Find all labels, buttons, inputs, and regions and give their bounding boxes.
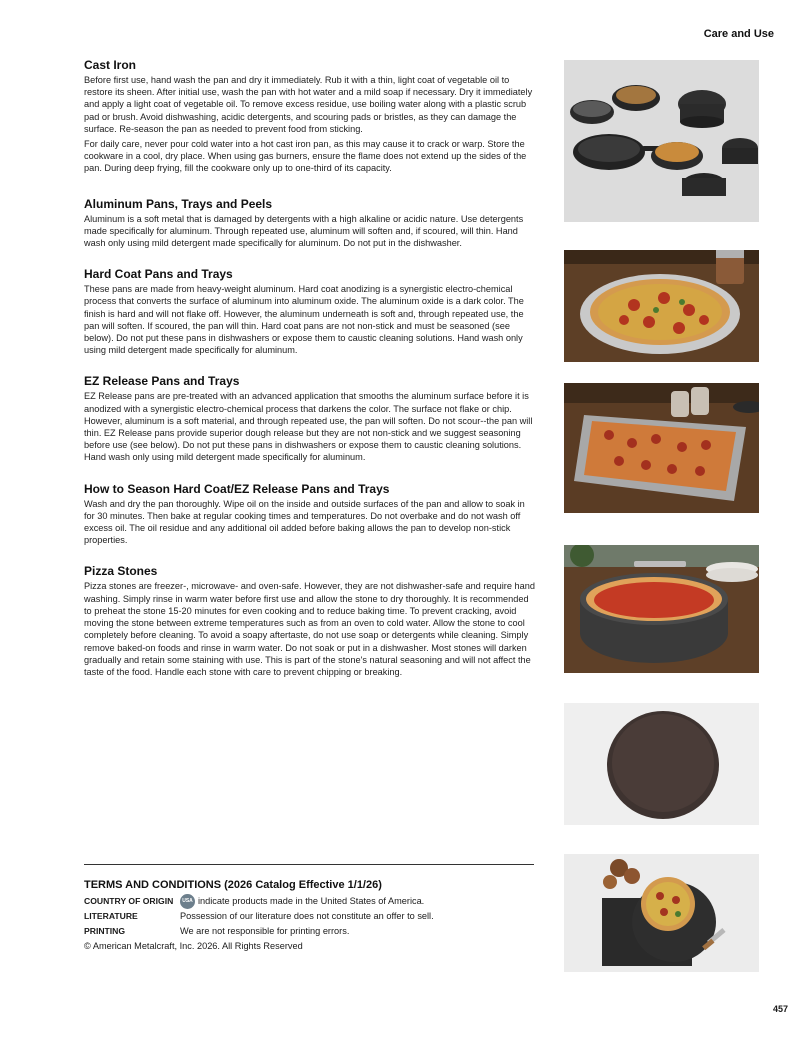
section-cast-iron xyxy=(84,58,536,175)
section-header-label: Care and Use xyxy=(703,28,774,40)
copyright-notice: © American Metalcraft, Inc. 2026. All Rights Reserved xyxy=(84,941,303,951)
deep-dish-pan-photo xyxy=(564,545,759,673)
section-seasoning xyxy=(84,482,536,547)
usa-badge-icon: USA xyxy=(180,894,195,909)
section-paragraph: Wash and dry the pan thoroughly. Wipe oil on the inside and outside surfaces of the pan and allow to soak in for 30 minutes. Then bake at regular cooking times and temperatures. Do not overbake and do not wash off excess oil. The oil residue and any additional oil added before baking allows the pan to develop non-stick properties. xyxy=(84,498,525,546)
pizza-on-stone-photo xyxy=(564,854,759,972)
section-hard-coat xyxy=(84,267,536,356)
cast-iron-cookware-photo xyxy=(564,60,759,222)
care-instructions xyxy=(84,58,536,696)
section-title: Pizza Stones xyxy=(84,564,158,579)
section-paragraph: These pans are made from heavy-weight aluminum. Hard coat anodizing is a synergistic electro-chemical process that converts the surface of aluminum into aluminum oxide. The aluminum oxide is a dark color. The finish is hard and will not flake off. However, the aluminum underneath is soft and, through repeated use, the pan will soften. If scoured, the pan will thin. Hard coat pans are not non-stick and must be seasoned (see below). Do not put these pans in dishwashers or expose them to caustic cleaning solutions. Hand wash only using mild detergent made specifically for aluminum. xyxy=(84,284,524,356)
rectangular-pizza-pan-photo xyxy=(564,383,759,513)
terms-key: COUNTRY OF ORIGIN xyxy=(84,896,174,906)
section-title: How to Season Hard Coat/EZ Release Pans and Trays xyxy=(84,481,390,496)
section-paragraph: EZ Release pans are pre-treated with an advanced application that smooths the aluminum surface before it is anodized with a synergistic electro-chemical process that darkens the color. The surface not flake or chip. However, aluminum is a soft material, and through repeated use, the pan will soften. Do not scour--the pan will thin. EZ Release pans provide superior dough release but they are not non-stick and we suggest seasoning before use (see below). Do not put these pans in dishwashers or expose them to caustic cleaning solutions. Hand wash only using mild detergent made specifically for aluminum. xyxy=(84,391,533,463)
section-title: Aluminum Pans, Trays and Peels xyxy=(84,196,273,211)
terms-key: PRINTING xyxy=(84,926,126,936)
pizza-stone-photo xyxy=(564,703,759,825)
terms-row-printing xyxy=(84,924,534,939)
divider xyxy=(84,864,534,865)
terms-and-conditions xyxy=(84,864,534,954)
section-title: Cast Iron xyxy=(84,58,137,72)
section-title: Hard Coat Pans and Trays xyxy=(84,267,233,282)
pizza-tray-photo xyxy=(564,250,759,362)
section-ez-release xyxy=(84,374,536,463)
terms-value xyxy=(180,894,534,909)
terms-value: We are not responsible for printing errors. xyxy=(180,926,350,936)
terms-row-country-of-origin xyxy=(84,894,534,909)
terms-key: LITERATURE xyxy=(84,911,138,921)
page-number: 457 xyxy=(772,1004,788,1014)
section-aluminum xyxy=(84,197,536,250)
section-pizza-stones xyxy=(84,564,536,678)
section-paragraph: Pizza stones are freezer-, microwave- and oven-safe. However, they are not dishwasher-safe and require hand washing. Simply rinse in warm water before first use and allow the stone to dry thoroughly. It is recommended to preheat the stone 15-20 minutes for even cooking and to reduce baking time. To prevent cracking, avoid moving the stone between extreme temperatures such as from an oven to cold water. Allow the stone to cool completely before cleaning. To avoid a soapy aftertaste, do not use soap or detergents while cleaning. Simply remove baked-on foods and rinse in warm water. Do not soak or put in a dishwasher. Most stones will darken gradually and retain some staining with use. This is part of the stone's natural seasoning and will not affect the taste of the food. Handle each stone with care to prevent chipping or breaking. xyxy=(84,581,535,677)
terms-title: TERMS AND CONDITIONS (2026 Catalog Effective 1/1/26) xyxy=(84,879,382,891)
section-title: EZ Release Pans and Trays xyxy=(84,374,240,389)
terms-value-text: indicate products made in the United States of America. xyxy=(198,896,425,906)
section-paragraph: Aluminum is a soft metal that is damaged by detergents with a high alkaline or acidic nature. Use detergents made specifically for aluminum. Through repeated use, aluminum will soften and, if scoured, will thin. Hand wash only using mild detergent made specifically for aluminum. Do not put in the dishwasher. xyxy=(84,213,524,249)
section-paragraph: For daily care, never pour cold water into a hot cast iron pan, as this may cause it to crack or warp. Store the cookware in a cool, dry place. When using gas burners, ensure the flame does not extend up the sides of the pan. During deep frying, fill the cookware only up to one-third of its capacity. xyxy=(84,139,527,174)
section-paragraph: Before first use, hand wash the pan and dry it immediately. Rub it with a thin, light coat of vegetable oil to restore its sheen. After initial use, wash the pan with hot water and a mild soap if necessary. Dry it immediately and apply a light coat of vegetable oil. To remove excess residue, use boiling water along with a plastic scrub pad or brush. Avoid dishwashing, acidic detergents, and scouring pads or bristles, as they can damage the surface. Re-season the pan as needed to prevent food from sticking. xyxy=(84,75,533,134)
terms-value: Possession of our literature does not constitute an offer to sell. xyxy=(180,911,434,921)
terms-row-literature xyxy=(84,909,534,924)
